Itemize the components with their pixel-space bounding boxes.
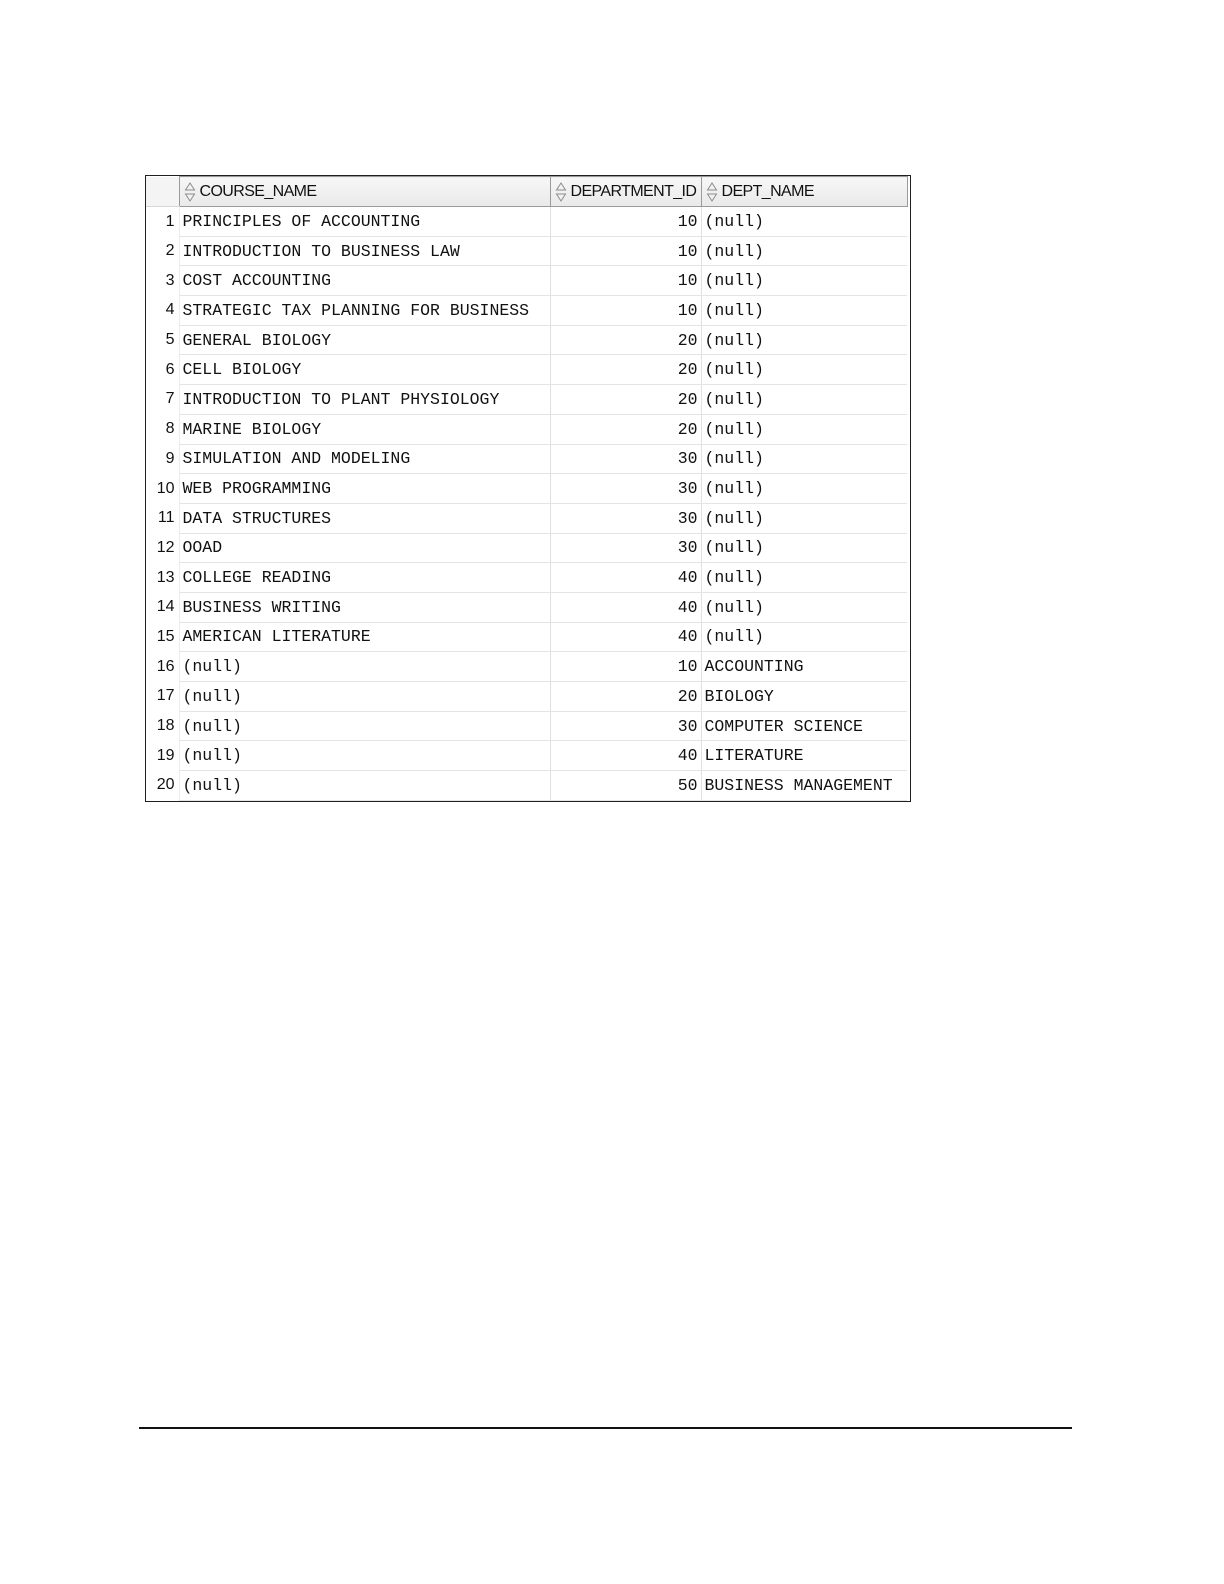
table-row[interactable] (146, 592, 907, 622)
column-header-label: COURSE_NAME (199, 182, 317, 200)
dept-name-cell[interactable]: BIOLOGY (701, 682, 907, 712)
course-name-cell[interactable]: MARINE BIOLOGY (179, 414, 550, 444)
course-name-cell[interactable]: (null) (179, 682, 550, 712)
department-id-cell[interactable]: 40 (550, 622, 701, 652)
table-row[interactable] (146, 385, 907, 415)
dept-name-cell[interactable]: LITERATURE (701, 741, 907, 771)
row-number: 12 (146, 533, 179, 563)
row-number: 9 (146, 444, 179, 474)
course-name-cell[interactable]: INTRODUCTION TO BUSINESS LAW (179, 236, 550, 266)
result-table (146, 176, 908, 801)
course-name-cell[interactable]: STRATEGIC TAX PLANNING FOR BUSINESS (179, 296, 550, 326)
column-header-department-id[interactable] (550, 177, 701, 207)
dept-name-cell[interactable]: (null) (701, 503, 907, 533)
table-row[interactable] (146, 711, 907, 741)
sort-arrows-icon[interactable] (555, 181, 567, 203)
table-row[interactable] (146, 563, 907, 593)
table-row[interactable] (146, 741, 907, 771)
department-id-cell[interactable]: 30 (550, 444, 701, 474)
department-id-cell[interactable]: 20 (550, 414, 701, 444)
sort-arrows-icon[interactable] (184, 181, 196, 203)
row-number-header (146, 177, 179, 207)
header-row (146, 177, 907, 207)
dept-name-cell[interactable]: (null) (701, 414, 907, 444)
department-id-cell[interactable]: 10 (550, 266, 701, 296)
table-row[interactable] (146, 682, 907, 712)
dept-name-cell[interactable]: ACCOUNTING (701, 652, 907, 682)
dept-name-cell[interactable]: (null) (701, 266, 907, 296)
table-row[interactable] (146, 414, 907, 444)
dept-name-cell[interactable]: (null) (701, 592, 907, 622)
row-number: 19 (146, 741, 179, 771)
department-id-cell[interactable]: 10 (550, 296, 701, 326)
dept-name-cell[interactable]: (null) (701, 325, 907, 355)
row-number: 18 (146, 711, 179, 741)
table-row[interactable] (146, 652, 907, 682)
column-header-label: DEPARTMENT_ID (570, 182, 697, 200)
dept-name-cell[interactable]: (null) (701, 474, 907, 504)
course-name-cell[interactable]: COLLEGE READING (179, 563, 550, 593)
course-name-cell[interactable]: CELL BIOLOGY (179, 355, 550, 385)
row-number: 17 (146, 682, 179, 712)
row-number: 7 (146, 385, 179, 415)
department-id-cell[interactable]: 30 (550, 474, 701, 504)
row-number: 8 (146, 414, 179, 444)
table-row[interactable] (146, 296, 907, 326)
department-id-cell[interactable]: 40 (550, 592, 701, 622)
department-id-cell[interactable]: 20 (550, 325, 701, 355)
course-name-cell[interactable]: SIMULATION AND MODELING (179, 444, 550, 474)
row-number: 4 (146, 296, 179, 326)
course-name-cell[interactable]: GENERAL BIOLOGY (179, 325, 550, 355)
course-name-cell[interactable]: WEB PROGRAMMING (179, 474, 550, 504)
course-name-cell[interactable]: PRINCIPLES OF ACCOUNTING (179, 207, 550, 237)
table-row[interactable] (146, 503, 907, 533)
course-name-cell[interactable]: DATA STRUCTURES (179, 503, 550, 533)
dept-name-cell[interactable]: BUSINESS MANAGEMENT (701, 771, 907, 801)
department-id-cell[interactable]: 20 (550, 355, 701, 385)
course-name-cell[interactable]: (null) (179, 741, 550, 771)
course-name-cell[interactable]: BUSINESS WRITING (179, 592, 550, 622)
department-id-cell[interactable]: 30 (550, 711, 701, 741)
table-row[interactable] (146, 622, 907, 652)
course-name-cell[interactable]: (null) (179, 652, 550, 682)
footer-divider (139, 1427, 1072, 1429)
dept-name-cell[interactable]: (null) (701, 296, 907, 326)
department-id-cell[interactable]: 10 (550, 207, 701, 237)
department-id-cell[interactable]: 30 (550, 503, 701, 533)
row-number: 10 (146, 474, 179, 504)
table-row[interactable] (146, 266, 907, 296)
row-number: 13 (146, 563, 179, 593)
row-number: 15 (146, 622, 179, 652)
dept-name-cell[interactable]: (null) (701, 355, 907, 385)
table-row[interactable] (146, 207, 907, 237)
row-number: 11 (146, 503, 179, 533)
department-id-cell[interactable]: 10 (550, 236, 701, 266)
row-number: 16 (146, 652, 179, 682)
table-row[interactable] (146, 444, 907, 474)
course-name-cell[interactable]: INTRODUCTION TO PLANT PHYSIOLOGY (179, 385, 550, 415)
table-row[interactable] (146, 771, 907, 801)
dept-name-cell[interactable]: (null) (701, 385, 907, 415)
course-name-cell[interactable]: COST ACCOUNTING (179, 266, 550, 296)
table-row[interactable] (146, 236, 907, 266)
table-row[interactable] (146, 533, 907, 563)
course-name-cell[interactable]: (null) (179, 771, 550, 801)
department-id-cell[interactable]: 40 (550, 563, 701, 593)
row-number: 5 (146, 325, 179, 355)
department-id-cell[interactable]: 40 (550, 741, 701, 771)
dept-name-cell[interactable]: (null) (701, 622, 907, 652)
row-number: 3 (146, 266, 179, 296)
department-id-cell[interactable]: 50 (550, 771, 701, 801)
course-name-cell[interactable]: OOAD (179, 533, 550, 563)
table-row[interactable] (146, 325, 907, 355)
row-number: 14 (146, 592, 179, 622)
table-row[interactable] (146, 355, 907, 385)
query-result-grid (145, 175, 911, 802)
department-id-cell[interactable]: 30 (550, 533, 701, 563)
row-number: 20 (146, 771, 179, 801)
row-number: 1 (146, 207, 179, 237)
dept-name-cell[interactable]: (null) (701, 236, 907, 266)
row-number: 6 (146, 355, 179, 385)
department-id-cell[interactable]: 20 (550, 682, 701, 712)
dept-name-cell[interactable]: (null) (701, 533, 907, 563)
column-header-label: DEPT_NAME (721, 182, 814, 200)
column-header-dept-name[interactable] (701, 177, 907, 207)
dept-name-cell[interactable]: (null) (701, 444, 907, 474)
dept-name-cell[interactable]: (null) (701, 563, 907, 593)
row-number: 2 (146, 236, 179, 266)
course-name-cell[interactable]: AMERICAN LITERATURE (179, 622, 550, 652)
table-row[interactable] (146, 474, 907, 504)
dept-name-cell[interactable]: (null) (701, 207, 907, 237)
course-name-cell[interactable]: (null) (179, 711, 550, 741)
department-id-cell[interactable]: 10 (550, 652, 701, 682)
dept-name-cell[interactable]: COMPUTER SCIENCE (701, 711, 907, 741)
department-id-cell[interactable]: 20 (550, 385, 701, 415)
sort-arrows-icon[interactable] (706, 181, 718, 203)
column-header-course-name[interactable] (179, 177, 550, 207)
